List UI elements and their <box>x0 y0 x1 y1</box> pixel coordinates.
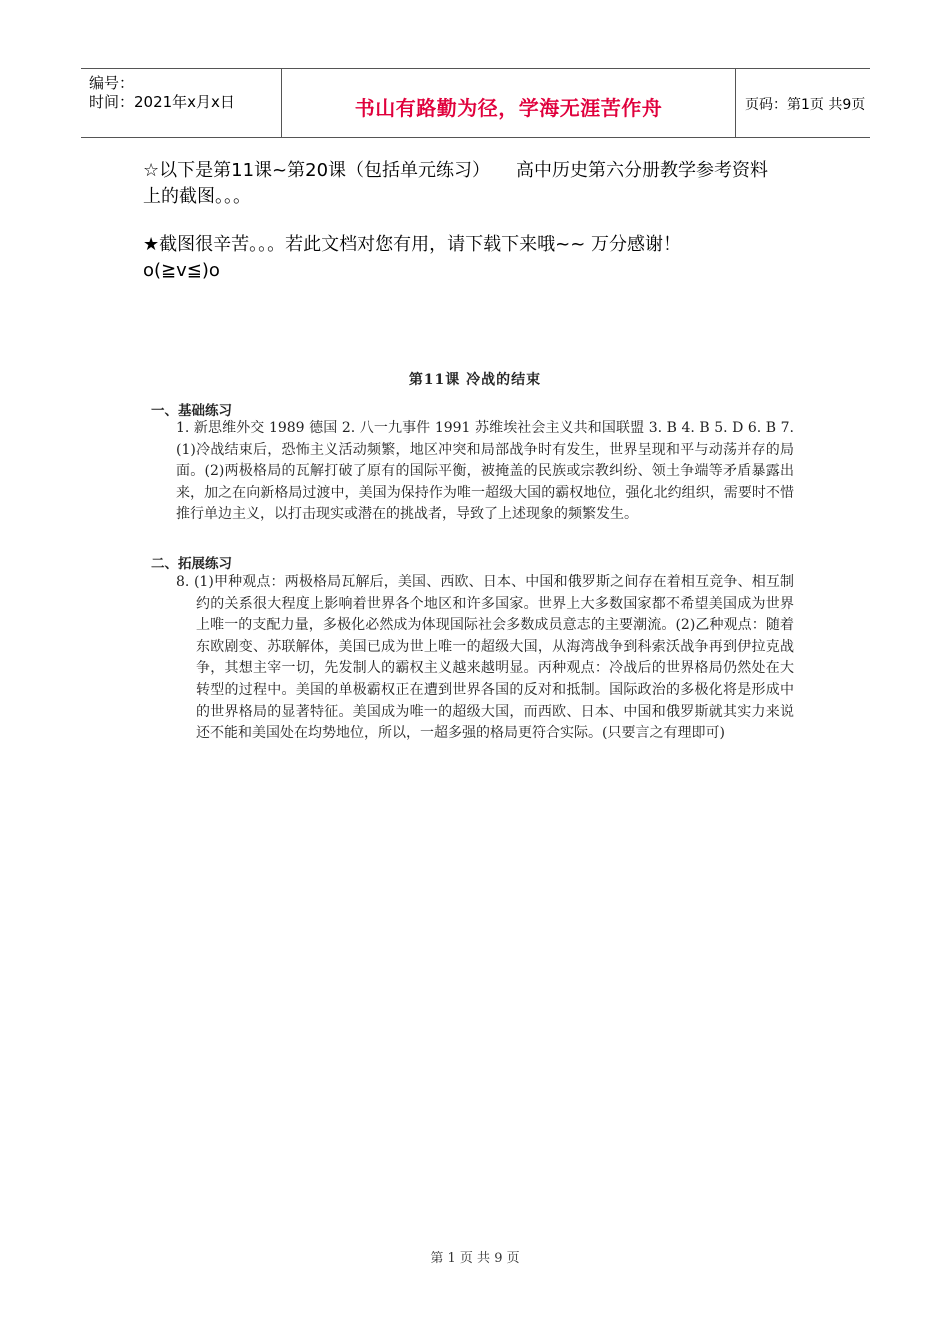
header-page-cell <box>736 69 870 137</box>
section-basic-text: 1. 新思维外交 1989 德国 2. 八一九事件 1991 苏维埃社会主义共和国联盟 3. B 4. B 5. D 6. B 7. (1)冷战结束后，恐怖主义活动频繁，地区冲突和局部战争时有发生，世界呈现和平与动荡并存的局面。(2)两极格局的瓦解打破了原有的国际平衡，被掩盖的民族或宗教纠纷、领土争端等矛盾暴露出来，加之在向新格局过渡中，美国为保持作为唯一超级大国的霸权地位，强化北约组织，需要时不惜推行单边主义，以打击现实或潜在的挑战者，导致了上述现象的频繁发生。 <box>176 420 794 523</box>
intro-line-2: 上的截图。。。 <box>143 186 251 207</box>
section-basic-title: 一、基础练习 <box>151 403 232 419</box>
intro-line-1-b: 高中历史第六分册教学参考资料 <box>516 160 769 181</box>
header-table <box>81 68 870 138</box>
lesson-title: 第11课 冷战的结束 <box>408 372 542 388</box>
intro-line-1 <box>143 158 768 184</box>
intro-line-1-a: ☆以下是第11课~第20课（包括单元练习） <box>143 160 491 181</box>
section-extend-text: 8. (1)甲种观点：两极格局瓦解后，美国、西欧、日本、中国和俄罗斯之间存在着相互竞争、相互制约的关系很大程度上影响着世界各个地区和许多国家。世界上大多数国家都不希望美国成为世界上唯一的支配力量，多极化必然成为体现国际社会多数成员意志的主要潮流。(2)乙种观点：随着东欧剧变、苏联解体，美国已成为世上唯一的超级大国，从海湾战争到科索沃战争再到伊拉克战争，其想主宰一切，先发制人的霸权主义越来越明显。丙种观点：冷战后的世界格局仍然处在大转型的过程中。美国的单极霸权正在遭到世界各国的反对和抵制。国际政治的多极化将是形成中的世界格局的显著特征。美国成为唯一的超级大国，而西欧、日本、中国和俄罗斯就其实力来说还不能和美国处在均势地位，所以，一超多强的格局更符合实际。(只要言之有理即可) <box>176 574 794 742</box>
header-info-cell <box>81 69 282 137</box>
document-number-label: 编号： <box>89 74 135 92</box>
intro-line-3: ★截图很辛苦。。。若此文档对您有用，请下载下来哦~~ 万分感谢！ <box>143 234 682 255</box>
page-footer: 第 1 页 共 9 页 <box>430 1251 520 1266</box>
header-motto-cell <box>282 69 736 137</box>
document-time-label: 时间：2021年x月x日 <box>89 93 235 111</box>
header-motto: 书山有路勤为径，学海无涯苦作舟 <box>354 96 663 120</box>
intro-line-4: o(≧v≦)o <box>143 260 220 281</box>
section-extend-title: 二、拓展练习 <box>151 556 232 572</box>
header-page-label: 页码：第1页 共9页 <box>745 97 866 113</box>
